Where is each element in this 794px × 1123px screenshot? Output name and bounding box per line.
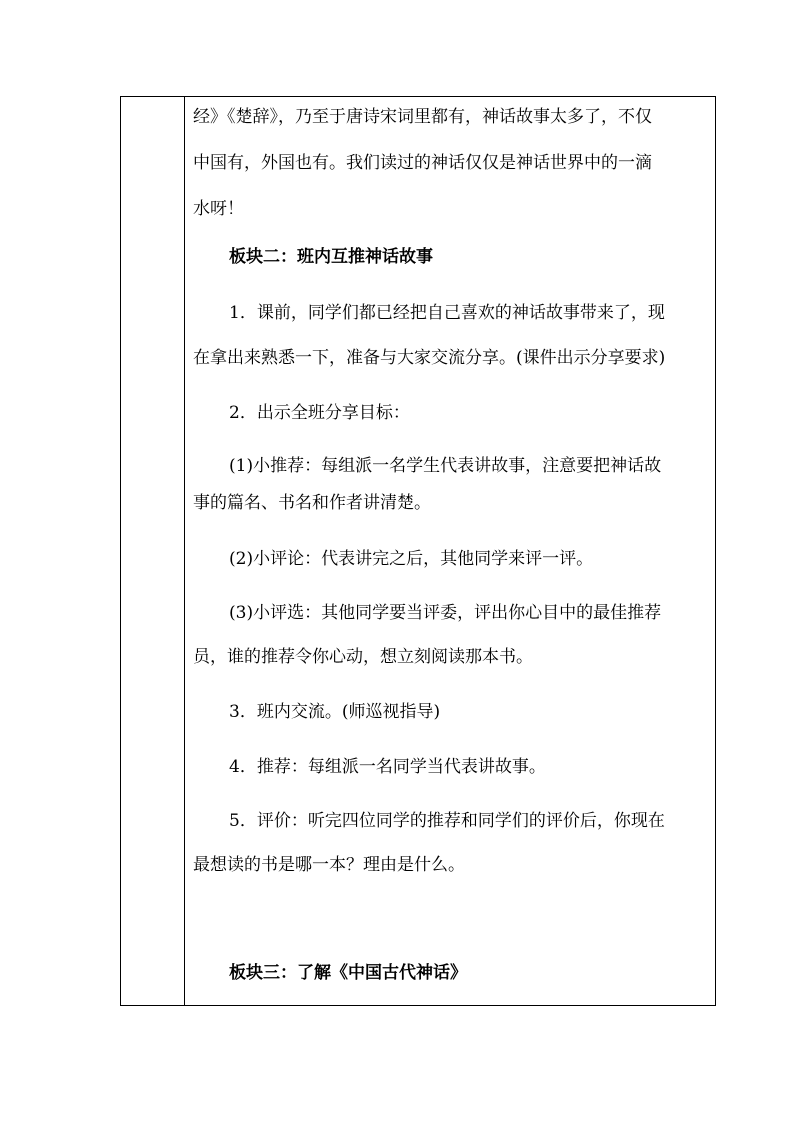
intro-line-2: 中国有，外国也有。我们读过的神话仅仅是神话世界中的一滴 <box>193 153 652 173</box>
item5-line-1: 5．评价：听完四位同学的推荐和同学们的评价后，你现在 <box>229 811 665 831</box>
item3: 3．班内交流。(师巡视指导) <box>229 702 441 722</box>
sub2: (2)小评论：代表讲完之后，其他同学来评一评。 <box>229 549 594 569</box>
section3-heading: 板块三：了解《中国古代神话》 <box>229 963 467 983</box>
item5-line-2: 最想读的书是哪一本？理由是什么。 <box>193 855 465 875</box>
sub1-line-2: 事的篇名、书名和作者讲清楚。 <box>193 493 431 513</box>
intro-line-1: 经》《楚辞》，乃至于唐诗宋词里都有，神话故事太多了，不仅 <box>193 107 652 127</box>
sub3-line-2: 员，谁的推荐令你心动，想立刻阅读那本书。 <box>193 647 533 667</box>
lesson-table <box>120 96 716 1006</box>
item2: 2．出示全班分享目标： <box>229 403 410 423</box>
intro-line-3: 水呀！ <box>193 199 244 219</box>
sub3-line-1: (3)小评选：其他同学要当评委，评出你心目中的最佳推荐 <box>229 603 662 623</box>
column-divider <box>184 97 185 1005</box>
item1-line-2: 在拿出来熟悉一下，准备与大家交流分享。(课件出示分享要求) <box>193 348 666 368</box>
sub1-line-1: (1)小推荐：每组派一名学生代表讲故事，注意要把神话故 <box>229 456 662 476</box>
section2-heading: 板块二：班内互推神话故事 <box>229 247 433 267</box>
item4: 4．推荐：每组派一名同学当代表讲故事。 <box>229 757 546 777</box>
item1-line-1: 1．课前，同学们都已经把自己喜欢的神话故事带来了，现 <box>229 303 665 323</box>
